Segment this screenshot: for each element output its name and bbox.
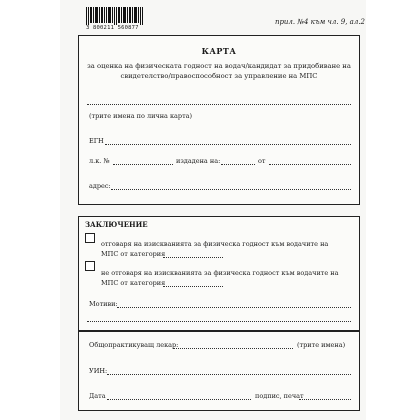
uin-label: УИН: <box>89 367 108 375</box>
date-label: Дата <box>89 392 106 400</box>
id-label: л.к. № <box>89 157 110 165</box>
reference-note: прил. №4 към чл. 9, ал.2 <box>274 18 365 26</box>
gp-name-field[interactable] <box>173 348 293 349</box>
reasons-label: Мотиви: <box>89 300 118 308</box>
address-label: адрес: <box>89 182 111 190</box>
fit-option-line1: отговаря на изискванията за физическа годност към водачите на <box>101 240 329 248</box>
unfit-category-field[interactable] <box>163 286 223 287</box>
unfit-option-line1: не отговаря на изискванията за физическа годност към водачите на <box>101 269 339 277</box>
gp-names-hint: (трите имена) <box>297 341 346 349</box>
conclusion-section <box>78 216 360 331</box>
doctor-section <box>78 331 360 411</box>
unfit-option-line2: МПС от категория <box>101 279 166 287</box>
from-label: от <box>258 157 266 165</box>
gp-label: Общопрактикуващ лекар: <box>89 341 179 349</box>
applicant-section <box>78 35 360 205</box>
barcode <box>86 7 144 25</box>
card-subtitle-line2: свидетелство/правоспособност за управление на МПС <box>120 72 318 80</box>
conclusion-heading: ЗАКЛЮЧЕНИЕ <box>85 220 148 229</box>
reasons-field-line2[interactable] <box>87 321 351 322</box>
barcode-number: 3 800211 560877 <box>86 25 139 31</box>
uin-field[interactable] <box>107 374 351 375</box>
address-field[interactable] <box>111 189 351 190</box>
fit-option-line2: МПС от категория <box>101 250 166 258</box>
fit-checkbox[interactable] <box>85 233 95 243</box>
sign-label: подпис, печат <box>255 392 304 400</box>
card-subtitle-line1: за оценка на физическата годност на водач/кандидат за придобиване на <box>87 62 351 70</box>
fit-category-field[interactable] <box>163 257 223 258</box>
egn-label: ЕГН <box>89 137 104 145</box>
names-hint: (трите имена по лична карта) <box>89 112 193 120</box>
card-title: КАРТА <box>201 46 237 56</box>
issued-date-field[interactable] <box>221 164 255 165</box>
reasons-field[interactable] <box>117 307 351 308</box>
names-field[interactable] <box>87 104 351 105</box>
issued-by-field[interactable] <box>269 164 351 165</box>
id-number-field[interactable] <box>113 164 173 165</box>
issued-label: издадена на: <box>176 157 221 165</box>
signature-field[interactable] <box>299 399 351 400</box>
unfit-checkbox[interactable] <box>85 261 95 271</box>
date-field[interactable] <box>107 399 251 400</box>
egn-field[interactable] <box>105 144 351 145</box>
